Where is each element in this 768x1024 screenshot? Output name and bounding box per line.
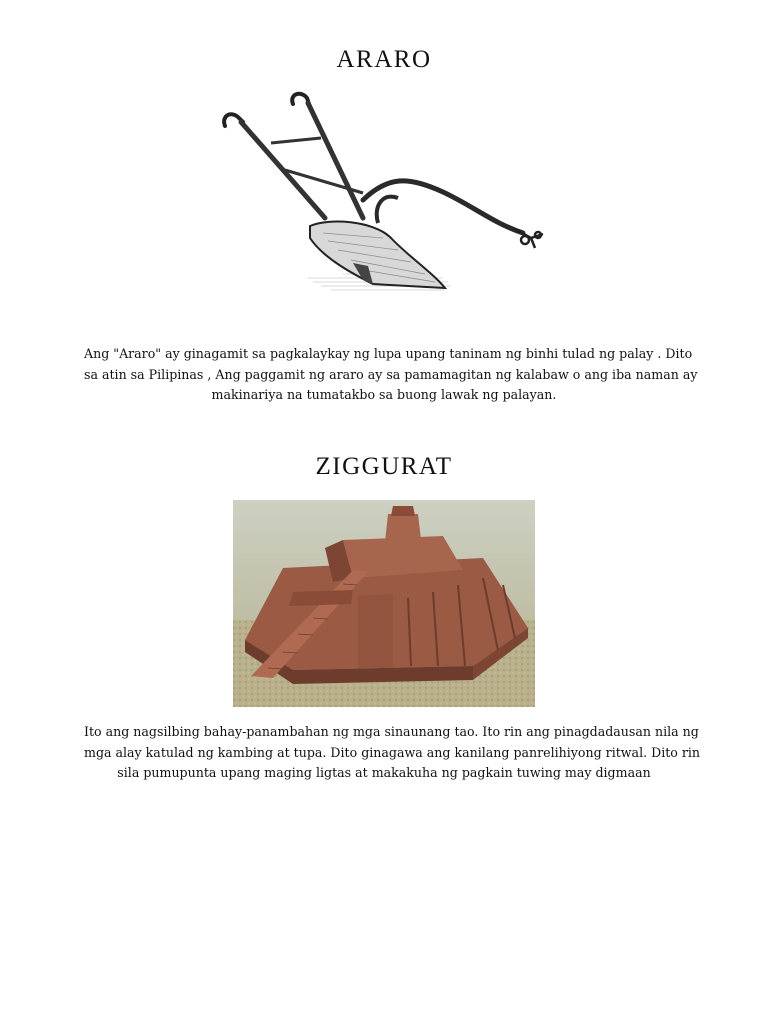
araro-description-line: Ang "Araro" ay ginagamit sa pagkalaykay ng lupa upang taninam ng binhi tulad ng palay . Dito bbox=[84, 346, 693, 361]
ziggurat-image bbox=[233, 500, 535, 707]
araro-description-line: sa atin sa Pilipinas , Ang paggamit ng araro ay sa pamamagitan ng kalabaw o ang iba naman ay bbox=[84, 366, 698, 382]
ziggurat-description-line: Ito ang nagsilbing bahay-panambahan ng mga sinaunang tao. Ito rin ang pinagdadausan nila ng bbox=[84, 724, 699, 739]
plow-illustration bbox=[213, 88, 553, 300]
ziggurat-description-line: mga alay katulad ng kambing at tupa. Dito ginagawa ang kanilang panrelihiyong ritwal. Dito rin bbox=[84, 744, 701, 760]
plow-image bbox=[213, 88, 553, 300]
ziggurat-description bbox=[84, 722, 701, 784]
ziggurat-title: ZIGGURAT bbox=[315, 453, 453, 480]
araro-title: ARARO bbox=[336, 46, 432, 73]
araro-description-line: makinariya na tumatakbo sa buong lawak ng palayan. bbox=[211, 387, 557, 402]
ziggurat-description-line: sila pumupunta upang maging ligtas at makakuha ng pagkain tuwing may digmaan bbox=[117, 765, 651, 780]
araro-description bbox=[84, 344, 698, 406]
ziggurat-illustration bbox=[233, 500, 535, 707]
